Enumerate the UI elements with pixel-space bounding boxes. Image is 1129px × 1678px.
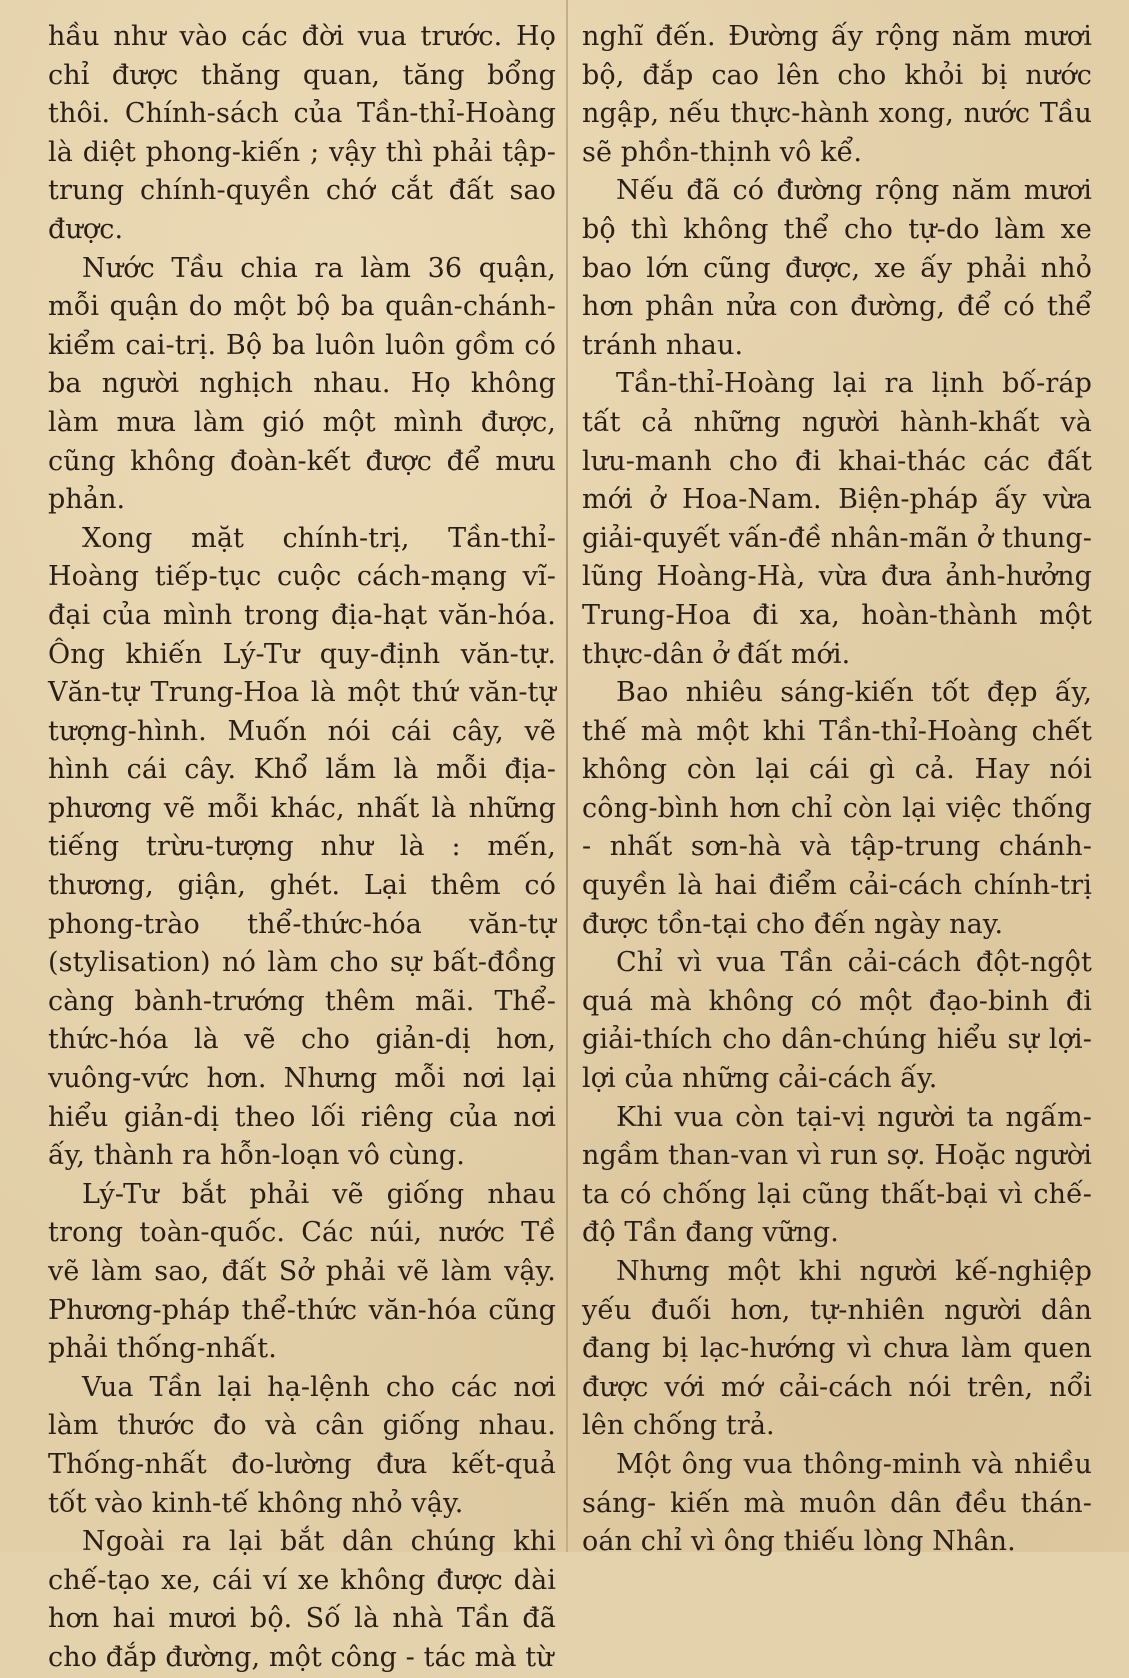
paragraph: Ngoài ra lại bắt dân chúng khi chế-tạo xe, cái ví xe không được dài hơn hai mươi bộ. Số là nhà Tần đã cho đắp đường, một công - tác mà từ	[48, 1526, 556, 1673]
paragraph: Vua Tần lại hạ-lệnh cho các nơi làm thước đo và cân giống nhau. Thống-nhất đo-lường đưa kết-quả tốt vào kinh-tế không nhỏ vậy.	[48, 1371, 556, 1519]
paragraph: Nước Tầu chia ra làm 36 quận, mỗi quận do một bộ ba quân-chánh-kiểm cai-trị. Bộ ba luôn luôn gồm có ba người nghịch nhau. Họ không làm mưa làm gió một mình được, cũng không đoàn-kết được để mưu phản.	[48, 252, 556, 516]
paragraph: Chỉ vì vua Tần cải-cách đột-ngột quá mà không có một đạo-binh đi giải-thích cho dân-chúng hiểu sự lợi-lợi của những cải-cách ấy.	[582, 947, 1092, 1095]
paragraph: nghĩ đến. Đường ấy rộng năm mươi bộ, đắp cao lên cho khỏi bị nước ngập, nếu thực-hành xong, nước Tầu sẽ phồn-thịnh vô kể.	[582, 21, 1092, 168]
right-column	[582, 18, 1092, 1562]
paragraph: Khi vua còn tại-vị người ta ngấm-ngầm than-van vì run sợ. Hoặc người ta có chống lại cũng thất-bại vì chế-độ Tần đang vững.	[582, 1101, 1092, 1249]
paragraph: hầu như vào các đời vua trước. Họ chỉ được thăng quan, tăng bổng thôi. Chính-sách của Tần-thỉ-Hoàng là diệt phong-kiến ; vậy thì phải tập-trung chính-quyền chớ cắt đất sao được.	[48, 21, 556, 245]
paragraph: Xong mặt chính-trị, Tần-thỉ-Hoàng tiếp-tục cuộc cách-mạng vĩ-đại của mình trong địa-hạt văn-hóa. Ông khiến Lý-Tư quy-định văn-tự. Văn-tự Trung-Hoa là một thứ văn-tự tượng-hình. Muốn nói cái cây, vẽ hình cái cây. Khổ lắm là mỗi địa-phương vẽ mỗi khác, nhất là những tiếng trừu-tượng như là : mến, thương, giận, ghét. Lại thêm có phong-trào thể-thức-hóa văn-tự (stylisation) nó làm cho sự bất-đồng càng bành-trướng thêm mãi. Thể-thức-hóa là vẽ cho giản-dị hơn, vuông-vức hơn. Nhưng mỗi nơi lại hiểu giản-dị theo lối riêng của nơi ấy, thành ra hỗn-loạn vô cùng.	[48, 522, 556, 1172]
paragraph: Nhưng một khi người kế-nghiệp yếu đuối hơn, tự-nhiên người dân đang bị lạc-hướng vì chưa làm quen được với mớ cải-cách nói trên, nổi lên chống trả.	[582, 1256, 1092, 1442]
left-column	[48, 18, 556, 1678]
paragraph: Lý-Tư bắt phải vẽ giống nhau trong toàn-quốc. Các núi, nước Tề vẽ làm sao, đất Sở phải vẽ làm vậy. Phương-pháp thể-thức văn-hóa cũng phải thống-nhất.	[48, 1178, 556, 1365]
paragraph: Bao nhiêu sáng-kiến tốt đẹp ấy, thế mà một khi Tần-thỉ-Hoàng chết không còn lại cái gì cả. Hay nói công-bình hơn chỉ còn lại việc thống - nhất sơn-hà và tập-trung chánh-quyền là hai điểm cải-cách chính-trị được tồn-tại cho đến ngày nay.	[582, 677, 1092, 940]
paragraph: Nếu đã có đường rộng năm mươi bộ thì không thể cho tự-do làm xe bao lớn cũng được, xe ấy phải nhỏ hơn phân nửa con đường, để có thể tránh nhau.	[582, 175, 1092, 361]
paragraph: Một ông vua thông-minh và nhiều sáng- kiến mà muôn dân đều thán-oán chỉ vì ông thiếu lòng Nhân.	[582, 1448, 1092, 1558]
paragraph: Tần-thỉ-Hoàng lại ra lịnh bố-ráp tất cả những người hành-khất và lưu-manh cho đi khai-thác các đất mới ở Hoa-Nam. Biện-pháp ấy vừa giải-quyết vấn-đề nhân-mãn ở thung-lũng Hoàng-Hà, vừa đưa ảnh-hưởng Trung-Hoa đi xa, hoàn-thành một thực-dân ở đất mới.	[582, 368, 1092, 670]
column-divider	[566, 0, 568, 1552]
